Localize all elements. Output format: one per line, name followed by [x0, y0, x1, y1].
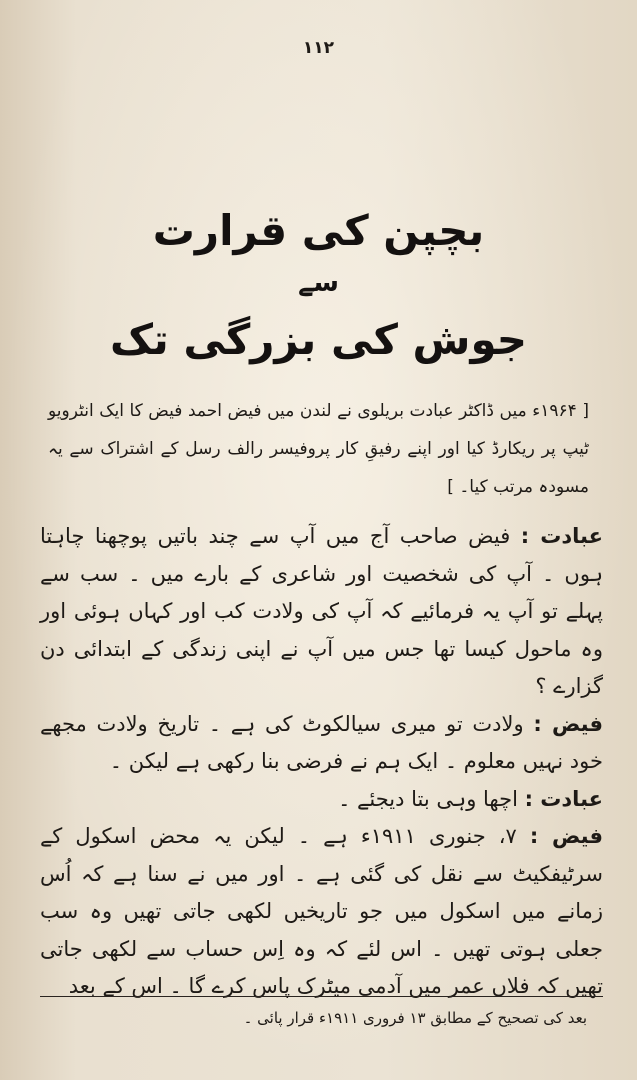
- title-line-1: بچپن کی قرارت: [152, 206, 485, 255]
- speaker-label: عبادت :: [524, 786, 603, 811]
- speaker-label: فیض :: [533, 711, 603, 736]
- page-number: ۱۱۲: [302, 38, 335, 58]
- speaker-label: عبادت :: [520, 524, 603, 548]
- dialogue-text: اچھا وہی بتا دیجئے ۔: [338, 786, 518, 811]
- interview-body: [40, 518, 603, 1006]
- dialogue-paragraph: [40, 781, 603, 819]
- footnote: بعد کی تصحیح کے مطابق ۱۳ فروری ۱۹۱۱ء قرار پائی ۔: [243, 1009, 587, 1027]
- intro-note: [ ۱۹۶۴ء میں ڈاکٹر عبادت بریلوی نے لندن میں فیض احمد فیض کا ایک انٹرویو ٹیپ پر ریکارڈ کیا اور اپنے رفیقِ کار پروفیسر رالف رسل کے اشتراک سے یہ مسودہ مرتب کیا۔ ]: [48, 401, 589, 497]
- title-line-3: جوش کی بزرگی تک: [109, 315, 528, 364]
- dialogue-paragraph: [40, 706, 603, 781]
- speaker-label: فیض :: [529, 824, 603, 848]
- dialogue-paragraph: [40, 818, 603, 1006]
- dialogue-paragraph: [40, 518, 603, 706]
- dialogue-text: ولادت تو میری سیالکوٹ کی ہے ۔ تاریخ ولادت مجھے خود نہیں معلوم ۔ ایک ہم نے فرضی بنا رکھی ہے لیکن ۔: [40, 711, 603, 773]
- dialogue-text: ۷، جنوری ۱۹۱۱ء ہے ۔ لیکن یہ محض اسکول کے سرٹیفکیٹ سے نقل کی گئی ہے ۔ اور میں نے سنا ہے کہ اُس زمانے میں اسکول میں جو تاریخیں لکھی جاتی تھیں وہ سب جعلی ہوتی تھیں ۔ اس لئے کہ وہ اِس حساب سے لکھی جاتی تھیں کہ فلاں عمر میں آدمی میٹرک پاس کرے گا ۔ اس کے بعد: [40, 824, 603, 998]
- footnote-divider: [40, 996, 603, 997]
- dialogue-text: فیض صاحب آج میں آپ سے چند باتیں پوچھنا چاہتا ہوں ۔ آپ کی شخصیت اور شاعری کے بارے میں ۔ سب سے پہلے تو آپ یہ فرمائیے کہ آپ کی ولادت کب اور کہاں ہوئی اور وہ ماحول کیسا تھا جس میں آپ نے اپنی زندگی کے ابتدائی دن گزارے ؟: [40, 524, 603, 698]
- title-line-2: سے: [298, 268, 339, 298]
